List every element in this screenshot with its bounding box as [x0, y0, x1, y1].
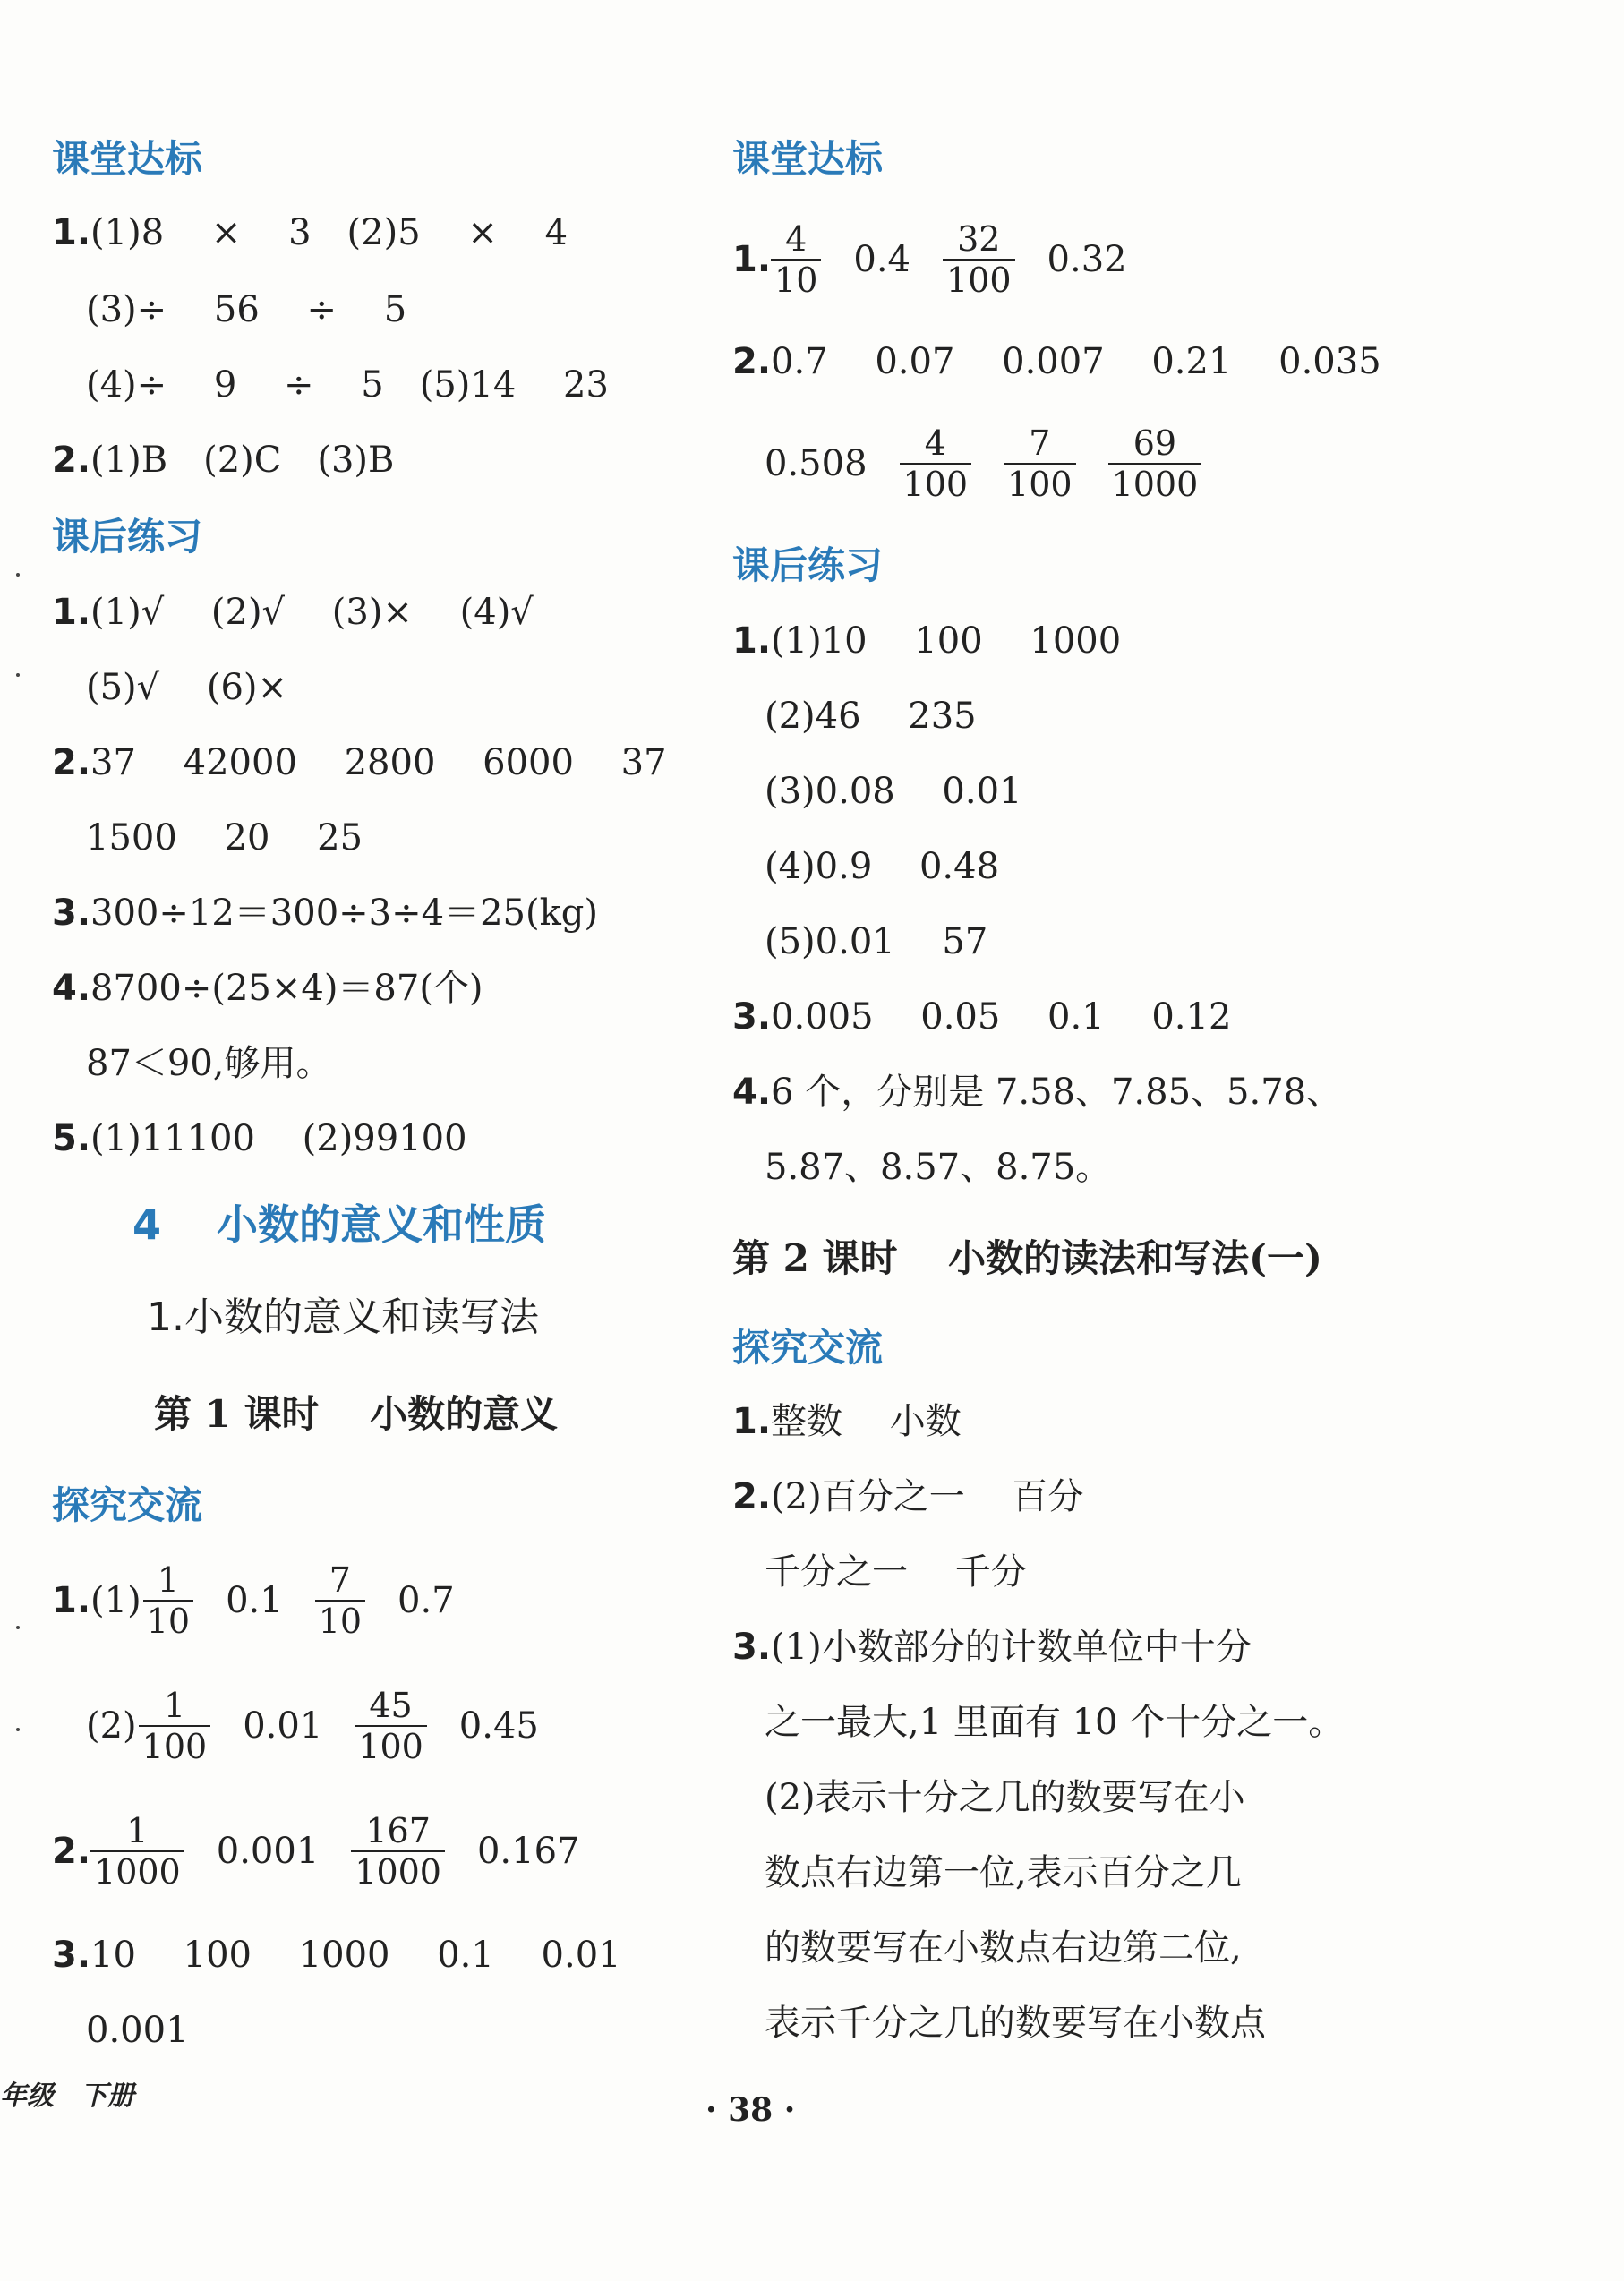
fraction: $\frac{4}{100}$	[900, 423, 972, 504]
right-tjjl-line: 2.(2)百分之一 百分	[732, 1476, 1084, 1517]
right-tjjl-line: 数点右边第一位,表示百分之几	[765, 1852, 1242, 1893]
fraction: $\frac{1}{100}$	[139, 1686, 211, 1766]
right-khlx-line: (2)46 235	[765, 696, 977, 737]
right-tjjl-line: 表示千分之几的数要写在小数点	[765, 2003, 1266, 2044]
footer-grade-label: 年级 下册	[0, 2080, 134, 2112]
lesson-title-1: 第 1 课时 小数的意义	[154, 1392, 559, 1436]
right-khlx-line: 4.6 个，分别是 7.58、7.85、5.78、	[732, 1072, 1343, 1113]
fraction: $\frac{32}{100}$	[943, 219, 1015, 300]
left-khlx-line: 3.300÷12＝300÷3÷4＝25(kg)	[52, 893, 599, 934]
left-tjjl-row3: 2. $\frac{1}{1000}$ 0.001 $\frac{167}{1000}$ 0.167	[52, 1811, 580, 1892]
fraction: $\frac{4}{10}$	[771, 219, 821, 300]
left-khlx-line: 2.37 42000 2800 6000 37	[52, 742, 667, 783]
right-heading-ktdb: 课堂达标	[732, 137, 884, 181]
fraction: $\frac{69}{1000}$	[1108, 423, 1202, 504]
left-khlx-line: 1500 20 25	[86, 817, 363, 859]
right-khlx-line: (3)0.08 0.01	[765, 771, 1022, 812]
left-tjjl-line: 3.10 100 1000 0.1 0.01	[52, 1935, 621, 1976]
scan-mark	[16, 1626, 20, 1629]
right-tjjl-line: 之一最大,1 里面有 10 个十分之一。	[765, 1702, 1345, 1743]
left-khlx-line: 5.(1)11100 (2)99100	[52, 1118, 467, 1159]
left-heading-tjjl: 探究交流	[52, 1483, 203, 1527]
left-tjjl-row1: 1.(1) $\frac{1}{10}$ 0.1 $\frac{7}{10}$ 0.7	[52, 1560, 455, 1641]
right-tjjl-line: (2)表示十分之几的数要写在小	[765, 1777, 1245, 1818]
left-ktdb-line: 1.(1)8 × 3 (2)5 × 4	[52, 212, 568, 253]
fraction: $\frac{1}{1000}$	[90, 1811, 184, 1892]
right-tjjl-line: 千分之一 千分	[765, 1551, 1027, 1593]
fraction: $\frac{45}{100}$	[355, 1686, 427, 1766]
right-khlx-line: (4)0.9 0.48	[765, 846, 1000, 887]
fraction: $\frac{167}{1000}$	[351, 1811, 445, 1892]
left-khlx-line: (5)√ (6)×	[86, 667, 288, 708]
scan-mark	[16, 1728, 20, 1731]
chapter-title: 4 小数的意义和性质	[132, 1200, 547, 1249]
left-heading-ktdb: 课堂达标	[52, 137, 203, 181]
page-number: · 38 ·	[705, 2091, 796, 2129]
left-ktdb-line: (3)÷ 56 ÷ 5	[86, 289, 407, 330]
right-tjjl-line: 的数要写在小数点右边第二位,	[765, 1927, 1242, 1969]
left-tjjl-line: 0.001	[86, 2010, 189, 2051]
left-khlx-line: 4.8700÷(25×4)＝87(个)	[52, 968, 483, 1009]
fraction: $\frac{1}{10}$	[143, 1560, 193, 1641]
left-khlx-line: 87＜90,够用。	[86, 1043, 332, 1084]
right-heading-khlx: 课后练习	[732, 543, 884, 587]
right-khlx-line: 1.(1)10 100 1000	[732, 620, 1122, 662]
fraction: $\frac{7}{10}$	[315, 1560, 365, 1641]
right-ktdb-row1: 1. $\frac{4}{10}$ 0.4 $\frac{32}{100}$ 0.32	[732, 219, 1127, 300]
section-title: 1.小数的意义和读写法	[147, 1294, 539, 1340]
right-khlx-line: 3.0.005 0.05 0.1 0.12	[732, 996, 1232, 1038]
left-ktdb-line: 2.(1)B (2)C (3)B	[52, 440, 395, 481]
scan-mark	[16, 573, 20, 577]
right-tjjl-line: 3.(1)小数部分的计数单位中十分	[732, 1627, 1252, 1668]
left-tjjl-row2: (2) $\frac{1}{100}$ 0.01 $\frac{45}{100}$ 0.45	[86, 1686, 539, 1766]
right-tjjl-line: 1.整数 小数	[732, 1401, 962, 1442]
left-heading-khlx: 课后练习	[52, 515, 203, 559]
lesson-title-2: 第 2 课时 小数的读法和写法(一)	[732, 1236, 1322, 1280]
right-heading-tjjl: 探究交流	[732, 1326, 884, 1370]
right-khlx-line: (5)0.01 57	[765, 921, 988, 962]
left-khlx-line: 1.(1)√ (2)√ (3)× (4)√	[52, 592, 534, 633]
right-khlx-line: 5.87、8.57、8.75。	[765, 1147, 1112, 1188]
right-ktdb-line: 2.0.7 0.07 0.007 0.21 0.035	[732, 341, 1381, 382]
scan-mark	[16, 673, 20, 677]
fraction: $\frac{7}{100}$	[1004, 423, 1076, 504]
left-ktdb-line: (4)÷ 9 ÷ 5 (5)14 23	[86, 364, 609, 406]
right-ktdb-row3: 0.508 $\frac{4}{100}$ $\frac{7}{100}$ $\frac{69}{1000}$	[765, 419, 1234, 508]
